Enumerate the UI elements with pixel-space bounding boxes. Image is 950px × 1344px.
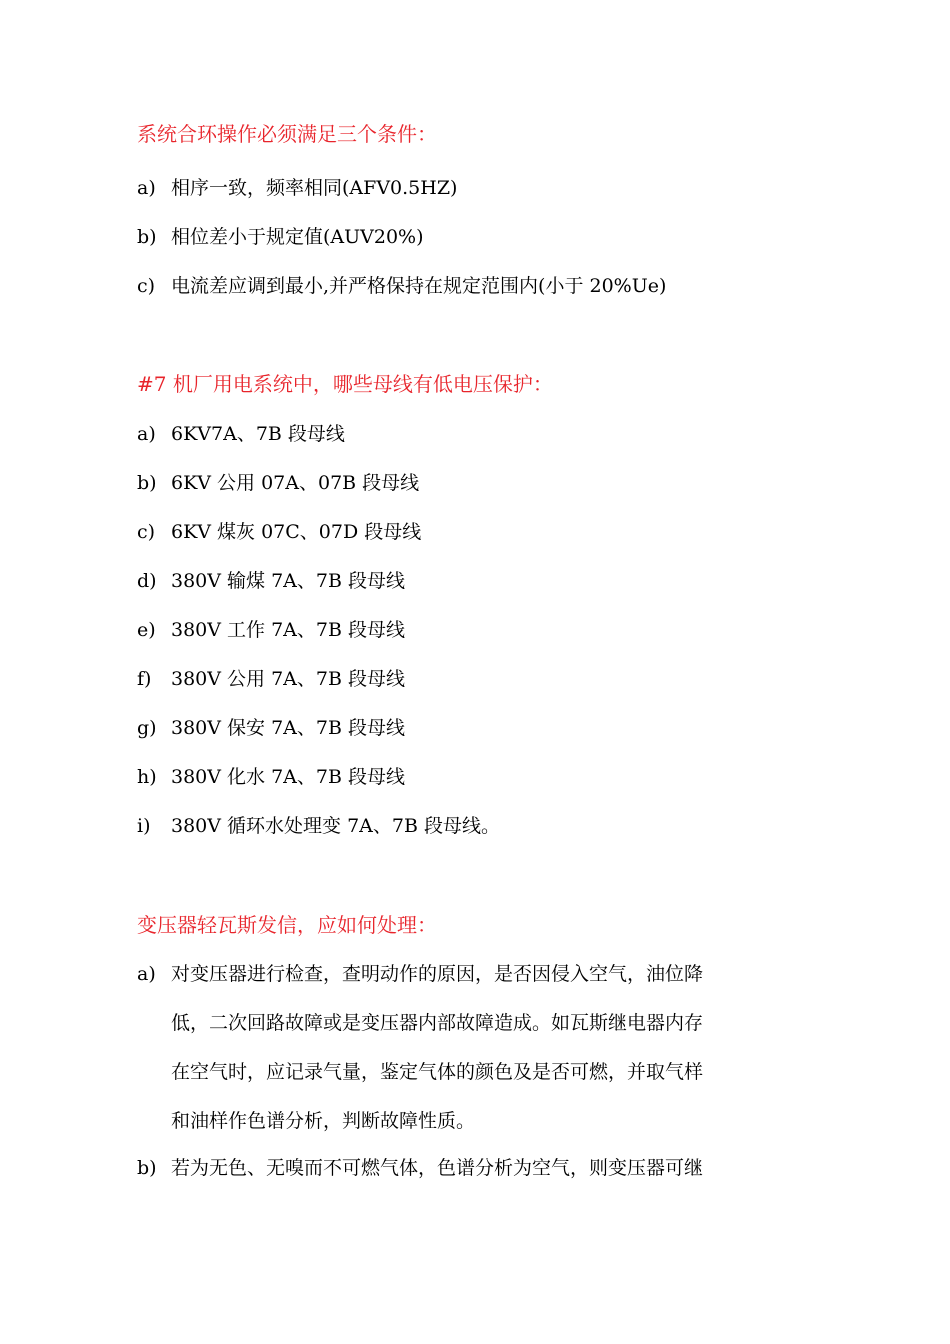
list-text: 相序一致，频率相同(AFV0.5HZ) bbox=[171, 177, 458, 199]
list-text bbox=[171, 961, 831, 1157]
list-text: 6KV7A、7B 段母线 bbox=[171, 423, 345, 445]
text-line: 低，二次回路故障或是变压器内部故障造成。如瓦斯继电器内存 bbox=[171, 1012, 704, 1034]
text-line: 对变压器进行检查，查明动作的原因，是否因侵入空气，油位降 bbox=[171, 963, 704, 985]
list-marker: b) bbox=[137, 226, 157, 248]
list-text: 380V 输煤 7A、7B 段母线 bbox=[171, 570, 405, 592]
list-marker: c) bbox=[137, 275, 156, 297]
list-marker: a) bbox=[137, 177, 156, 199]
list-marker: f) bbox=[137, 668, 152, 690]
list-text: 380V 循环水处理变 7A、7B 段母线。 bbox=[171, 815, 500, 837]
list-marker: a) bbox=[137, 423, 156, 445]
list-text: 380V 保安 7A、7B 段母线 bbox=[171, 717, 405, 739]
list-text: 6KV 公用 07A、07B 段母线 bbox=[171, 472, 420, 494]
list-marker: i) bbox=[137, 815, 151, 837]
list-marker: a) bbox=[137, 963, 156, 985]
list-marker: b) bbox=[137, 1157, 157, 1179]
list-text: 相位差小于规定值(AUV20%) bbox=[171, 226, 424, 248]
list-text: 6KV 煤灰 07C、07D 段母线 bbox=[171, 521, 422, 543]
list-marker: d) bbox=[137, 570, 157, 592]
text-line: 和油样作色谱分析，判断故障性质。 bbox=[171, 1110, 476, 1132]
list-text bbox=[171, 1155, 831, 1204]
text-line: 若为无色、无嗅而不可燃气体，色谱分析为空气，则变压器可继 bbox=[171, 1157, 704, 1179]
list-text: 电流差应调到最小,并严格保持在规定范围内(小于 20%Ue) bbox=[171, 275, 667, 297]
list-text: 380V 公用 7A、7B 段母线 bbox=[171, 668, 405, 690]
list-text: 380V 化水 7A、7B 段母线 bbox=[171, 766, 405, 788]
section-heading: #7 机厂用电系统中，哪些母线有低电压保护： bbox=[137, 372, 553, 396]
text-line: 在空气时，应记录气量，鉴定气体的颜色及是否可燃，并取气样 bbox=[171, 1061, 704, 1083]
list-marker: b) bbox=[137, 472, 157, 494]
section-heading: 变压器轻瓦斯发信，应如何处理： bbox=[137, 913, 437, 937]
section-heading: 系统合环操作必须满足三个条件： bbox=[137, 122, 437, 146]
list-marker: e) bbox=[137, 619, 156, 641]
list-marker: g) bbox=[137, 717, 157, 739]
list-marker: c) bbox=[137, 521, 156, 543]
list-text: 380V 工作 7A、7B 段母线 bbox=[171, 619, 405, 641]
list-marker: h) bbox=[137, 766, 157, 788]
